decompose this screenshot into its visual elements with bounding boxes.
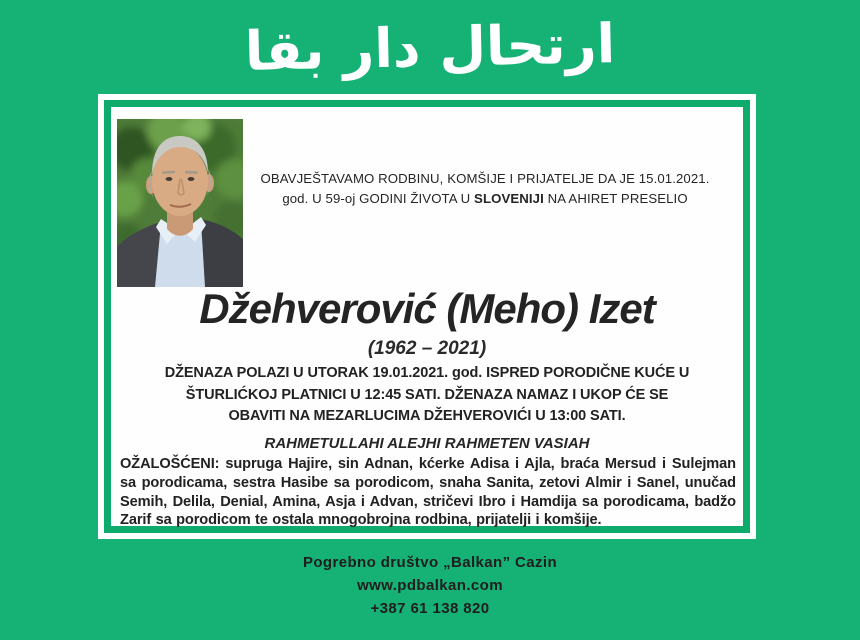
funeral-details (111, 363, 743, 428)
life-years: (1962 – 2021) (367, 338, 487, 359)
arabic-calligraphy-text: ارتحال دار بقا (244, 12, 616, 83)
prayer-line: RAHMETULLAHI ALEJHI RAHMETEN VASIAH (264, 435, 590, 452)
announcement-intro (251, 169, 719, 209)
funeral-line-1: DŽENAZA POLAZI U UTORAK 19.01.2021. god. ISPRED PORODIČNE KUĆE U (164, 365, 690, 381)
footer-company: Pogrebno društvo „Balkan” Cazin (302, 554, 558, 571)
announcement-card (104, 100, 750, 533)
deceased-name: Džehverović (Meho) Izet (199, 285, 655, 332)
deceased-photo (117, 119, 243, 287)
intro-country-bold: SLOVENIJI (474, 191, 544, 206)
mourners-text: OŽALOŠĆENI: supruga Hajire, sin Adnan, kćerke Adisa i Ajla, braća Mersud i Sulejman sa porodicama, sestra Hasibe sa porodicom, snaha Sanita, zetovi Almir i Sanel, unučad Semih, Delila, Denial, Amina, Asja i Advan, stričevi Ibro i Hamdija sa porodicama, badžo Zarif sa porodicom te ostala mnogobrojna rodbina, prijatelji i komšije. (120, 456, 736, 529)
intro-line-2-suffix: NA AHIRET PRESELIO (543, 191, 688, 206)
funeral-line-2: ŠTURLIĆKOJ PLATNICI U 12:45 SATI. DŽENAZA NAMAZ I UKOP ĆE SE (185, 386, 669, 403)
footer (0, 551, 860, 620)
footer-website: www.pdbalkan.com (357, 577, 503, 594)
footer-phone: +387 61 138 820 (370, 600, 490, 617)
intro-line-2 (251, 189, 719, 209)
funeral-line-3: OBAVITI NA MEZARLUCIMA DŽEHVEROVIĆI U 13:00 SATI. (228, 408, 626, 424)
intro-line-2-prefix: god. U 59-oj GODINI ŽIVOTA U (282, 191, 475, 206)
intro-line-1: OBAVJEŠTAVAMO RODBINU, KOMŠIJE I PRIJATELJE DA JE 15.01.2021. (260, 171, 710, 186)
announcement-card-inner (111, 107, 743, 529)
